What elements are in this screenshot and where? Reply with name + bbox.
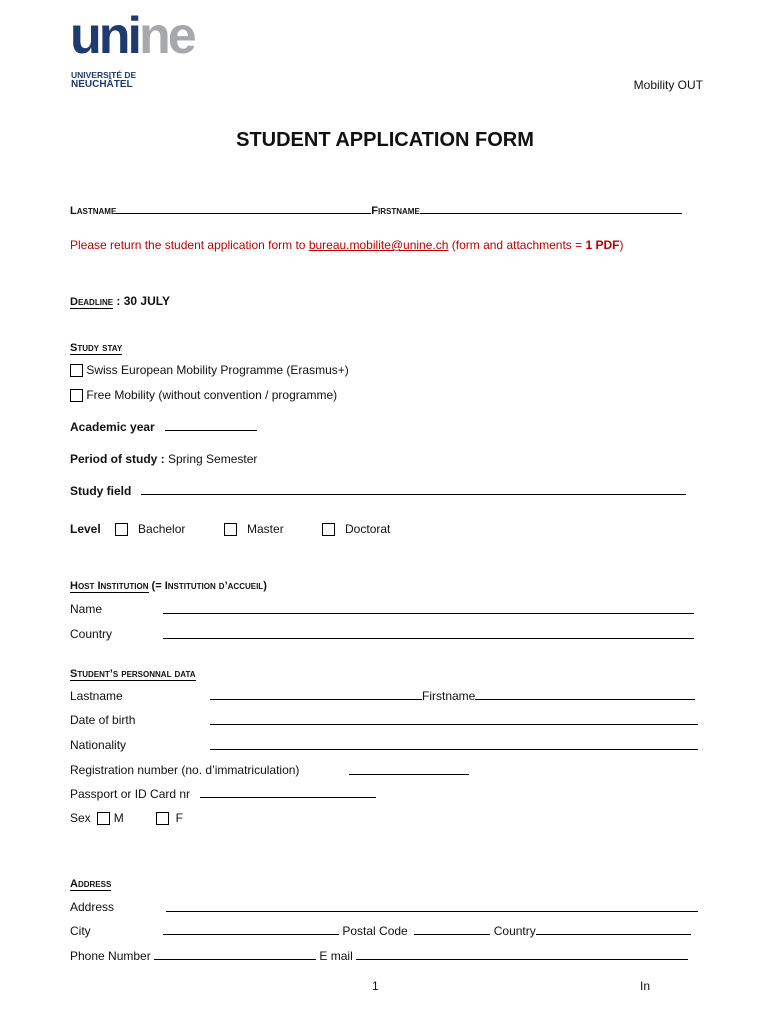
- passport-label: Passport or ID Card nr: [70, 787, 191, 801]
- sex-f-label: F: [175, 811, 184, 825]
- page-title: STUDENT APPLICATION FORM: [236, 129, 534, 151]
- lastname-field[interactable]: [116, 203, 371, 214]
- mobility-label: Mobility OUT: [633, 78, 703, 92]
- lastname-label: Lastname: [70, 205, 117, 217]
- postal-field[interactable]: [414, 924, 490, 935]
- email-field[interactable]: [356, 949, 688, 960]
- dob-label: Date of birth: [70, 713, 136, 727]
- city-label: City: [70, 924, 91, 938]
- personal-firstname-label: Firstname: [422, 689, 476, 703]
- passport-field[interactable]: [200, 787, 376, 798]
- level-bachelor: [115, 522, 185, 536]
- sex-row: [70, 811, 124, 825]
- bachelor-label: Bachelor: [138, 522, 186, 536]
- city-field[interactable]: [163, 924, 339, 935]
- free-mobility-label: Free Mobility (without convention / programme): [86, 388, 338, 402]
- period-value: Spring Semester: [164, 452, 258, 466]
- logo-line-1: UNIVERSITÉ DE: [71, 70, 137, 80]
- option-erasmus: [70, 363, 349, 377]
- level-master: [224, 522, 284, 536]
- deadline-label: Deadline: [70, 296, 114, 308]
- name-line: [70, 203, 682, 217]
- address-country-field[interactable]: [536, 924, 691, 935]
- erasmus-label: Swiss European Mobility Programme (Erasmus+): [86, 363, 349, 377]
- sex-m-checkbox[interactable]: [97, 812, 110, 825]
- address-heading-text: Address: [70, 878, 112, 890]
- email-label: E mail: [319, 949, 353, 963]
- registration-field[interactable]: [349, 764, 469, 775]
- bachelor-checkbox[interactable]: [115, 523, 128, 536]
- city-postal-country-row: [163, 924, 691, 938]
- study-field-row: [70, 484, 686, 498]
- logo-text-uni: uni: [70, 7, 139, 65]
- logo-text-ne: ne: [138, 7, 194, 65]
- host-country-field[interactable]: [163, 628, 694, 639]
- footer-right-text: In: [640, 979, 651, 993]
- host-heading: [70, 578, 267, 592]
- return-notice: [70, 238, 624, 252]
- period-row: [70, 452, 257, 466]
- email-link[interactable]: bureau.mobilite@unine.ch: [308, 238, 449, 252]
- notice-prefix: Please return the student application form to: [70, 238, 309, 252]
- sex-label: Sex: [70, 811, 91, 825]
- sex-m-label: M: [113, 811, 124, 825]
- host-country-label: Country: [70, 627, 113, 641]
- host-heading-sub: (= Institution d’accueil): [148, 580, 267, 592]
- address-heading: [70, 876, 111, 890]
- doctorat-checkbox[interactable]: [322, 523, 335, 536]
- host-name-field[interactable]: [163, 603, 694, 614]
- nationality-label: Nationality: [70, 738, 127, 752]
- postal-label: Postal Code: [342, 924, 408, 938]
- personal-name-row: [210, 689, 695, 703]
- academic-year-field[interactable]: [165, 420, 257, 431]
- address-country-label: Country: [493, 924, 536, 938]
- notice-suffix: ): [619, 238, 624, 252]
- master-label: Master: [247, 522, 284, 536]
- master-checkbox[interactable]: [224, 523, 237, 536]
- study-stay-heading: [70, 340, 122, 354]
- address-field[interactable]: [166, 901, 698, 912]
- personal-firstname-field[interactable]: [475, 689, 695, 700]
- firstname-label: Firstname: [371, 205, 420, 217]
- level-doctorat: [322, 522, 390, 536]
- registration-label: Registration number (no. d’immatriculation): [70, 763, 300, 777]
- notice-pdf: 1 PDF: [585, 238, 620, 252]
- host-heading-text: Host Institution: [70, 580, 149, 592]
- academic-year-label: Academic year: [70, 420, 155, 434]
- free-mobility-checkbox[interactable]: [70, 389, 83, 402]
- personal-lastname-field[interactable]: [210, 689, 422, 700]
- personal-heading: [70, 666, 196, 680]
- deadline-value: : 30 JULY: [113, 294, 170, 308]
- personal-lastname-label: Lastname: [70, 689, 123, 703]
- deadline: [70, 294, 170, 308]
- level-label: Level: [70, 522, 101, 536]
- firstname-field[interactable]: [420, 203, 682, 214]
- page-number: 1: [372, 979, 379, 993]
- academic-year-row: [70, 420, 257, 434]
- phone-email-row: [70, 949, 688, 963]
- study-field-input[interactable]: [141, 484, 686, 495]
- passport-row: [70, 787, 376, 801]
- personal-heading-text: Student’s personnal data: [70, 668, 196, 680]
- sex-f-wrap: [156, 811, 183, 825]
- host-name-label: Name: [70, 602, 103, 616]
- phone-field[interactable]: [154, 949, 316, 960]
- study-field-label: Study field: [70, 484, 132, 498]
- sex-f-checkbox[interactable]: [156, 812, 169, 825]
- nationality-field[interactable]: [210, 739, 698, 750]
- period-label: Period of study :: [70, 452, 165, 466]
- address-label: Address: [70, 900, 115, 914]
- notice-middle: (form and attachments =: [448, 238, 586, 252]
- erasmus-checkbox[interactable]: [70, 364, 83, 377]
- dob-field[interactable]: [210, 714, 698, 725]
- level-label-wrap: [70, 522, 101, 536]
- option-free-mobility: [70, 388, 337, 402]
- phone-label: Phone Number: [70, 949, 151, 963]
- doctorat-label: Doctorat: [345, 522, 391, 536]
- logo-line-2: NEUCHÂTEL: [71, 79, 133, 90]
- study-stay-heading-text: Study stay: [70, 342, 123, 354]
- university-logo: [70, 7, 194, 65]
